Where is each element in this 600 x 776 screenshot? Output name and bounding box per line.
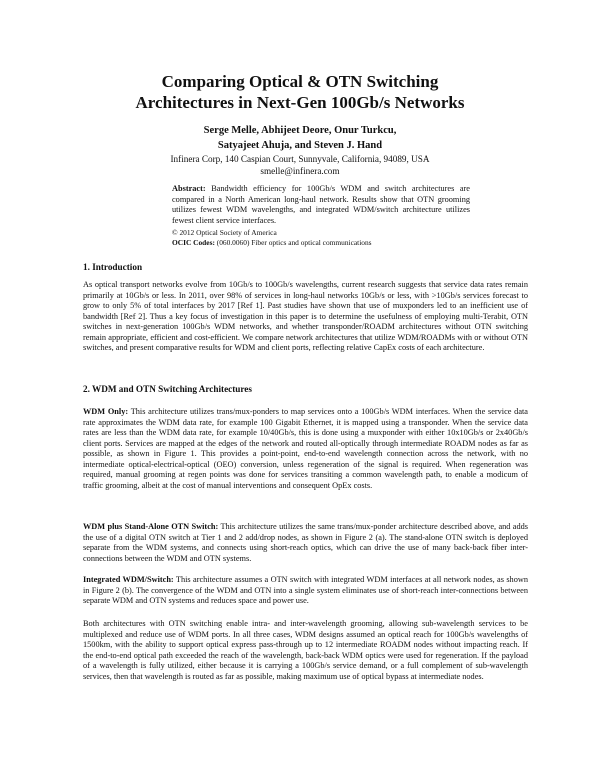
email: smelle@infinera.com bbox=[260, 166, 340, 176]
abstract-text: Bandwidth efficiency for 100Gb/s WDM and switch architectures are compared in a North American long-haul network. Results show that OTN grooming utilizes fewest WDM wavelengths, and integrated WDM/switch architecture utilizes fewest client service interfaces. bbox=[172, 184, 470, 225]
abstract-label: Abstract: bbox=[172, 184, 206, 193]
abstract bbox=[172, 184, 470, 226]
copyright: © 2012 Optical Society of America bbox=[172, 228, 277, 237]
affiliation: Infinera Corp, 140 Caspian Court, Sunnyvale, California, 94089, USA bbox=[170, 154, 430, 164]
standalone-otn-label: WDM plus Stand-Alone OTN Switch: bbox=[83, 522, 219, 531]
ocis-label: OCIC Codes: bbox=[172, 238, 215, 247]
section-heading-architectures: 2. WDM and OTN Switching Architectures bbox=[83, 384, 252, 394]
introduction-paragraph: As optical transport networks evolve from 10Gb/s to 100Gb/s wavelengths, current research suggests that service data rates remain primarily at 10Gb/s or less. In 2011, over 98% of services in long-haul networks 10Gb/s or less, with >10Gb/s services forecast to grow to only 5% of total interfaces by 2017 [Ref 1]. Past studies have shown that use of muxponders led to an inefficient use of bandwidth [Ref 2]. Thus a key focus of investigation in this paper is to determine the usefulness of employing multi-Terabit, OTN switches in next-generation 100Gb/s WDM networks, and whether transponder/ROADM architectures without OTN switching remain appropriate, efficient and cost-efficient. We compare network architectures that utilize WDM/ROADMs with or without OTN switches, and present comparative results for WDM and client ports, reflecting relative CapEx costs of each architecture. bbox=[83, 280, 528, 352]
authors-line-2: Satyajeet Ahuja, and Steven J. Hand bbox=[217, 140, 383, 151]
standalone-otn-paragraph bbox=[83, 522, 528, 564]
ocis-text: (060.0060) Fiber optics and optical communications bbox=[214, 238, 372, 247]
wdm-only-label: WDM Only: bbox=[83, 407, 129, 416]
authors-line-1: Serge Melle, Abhijeet Deore, Onur Turkcu, bbox=[203, 125, 397, 136]
integrated-label: Integrated WDM/Switch: bbox=[83, 575, 174, 584]
ocis-codes bbox=[172, 238, 372, 248]
section-heading-introduction: 1. Introduction bbox=[83, 262, 143, 272]
integrated-text: This architecture assumes a OTN switch with integrated WDM interfaces at all network nodes, as shown in Figure 2 (b). The convergence of the WDM and OTN into a single system eliminates use of short-reach inter-connections between separate WDM and OTN systems and reduces space and power use. bbox=[83, 575, 528, 605]
standalone-otn-text: This architecture utilizes the same trans/mux-ponder architecture described above, and adds the use of a digital OTN switch at Tier 1 and 2 add/drop nodes, as shown in Figure 2 (a). The stand-alone OTN switch is deployed separate from the WDM systems, and connects using short-reach optics, which can drive the use of many back-back fiber inter-connections between the WDM and OTN systems. bbox=[83, 522, 529, 563]
integrated-paragraph bbox=[83, 575, 528, 607]
wdm-only-paragraph bbox=[83, 407, 528, 491]
wdm-only-text: This architecture utilizes trans/mux-ponders to map services onto a 100Gb/s WDM interfaces. When the service data rate approximates the WDM data rate, for example 100 Gigabit Ethernet, it is mapped using a transponder. When the service data rates are less than the WDM data rate, for example 10/40Gb/s, this is done using a muxponder with either 10x10Gb/s or 2x40Gb/s client ports. Services are mapped at the edges of the network and routed all-optically through intermediate ROADM nodes as far as possible, as shown in Figure 1. This provides a point-point, end-to-end wavelength connection across the network, with no intermediate optical-electrical-optical (OEO) conversion, unless regeneration of the signal is required. When regeneration was required, manual grooming at regen points was done for services transiting a common wavelength path, to enable a modicum of traffic grooming, albeit at the cost of manual interventions and consequent OpEx costs. bbox=[83, 407, 528, 490]
paper-title-line-1: Comparing Optical & OTN Switching bbox=[161, 72, 439, 91]
paper-title-line-2: Architectures in Next-Gen 100Gb/s Networks bbox=[135, 93, 465, 112]
final-paragraph: Both architectures with OTN switching enable intra- and inter-wavelength grooming, allowing sub-wavelength services to be multiplexed and reduce use of WDM ports. In all three cases, WDM designs assumed an optical reach for 100Gb/s wavelengths of 1500km, with the ability to support optical express pass-through up to 12 intermediate ROADM nodes without impacting reach. If the end-to-end optical path exceeded the reach of the wavelength, back-back WDM optics were used for regeneration. If the payload of a wavelength is fully utilized, either because it is carrying a 100Gb/s service demand, or a full complement of sub-wavelength services, then that wavelength is routed as far as possible, making maximum use of optical bypass at intermediate nodes. bbox=[83, 619, 528, 681]
